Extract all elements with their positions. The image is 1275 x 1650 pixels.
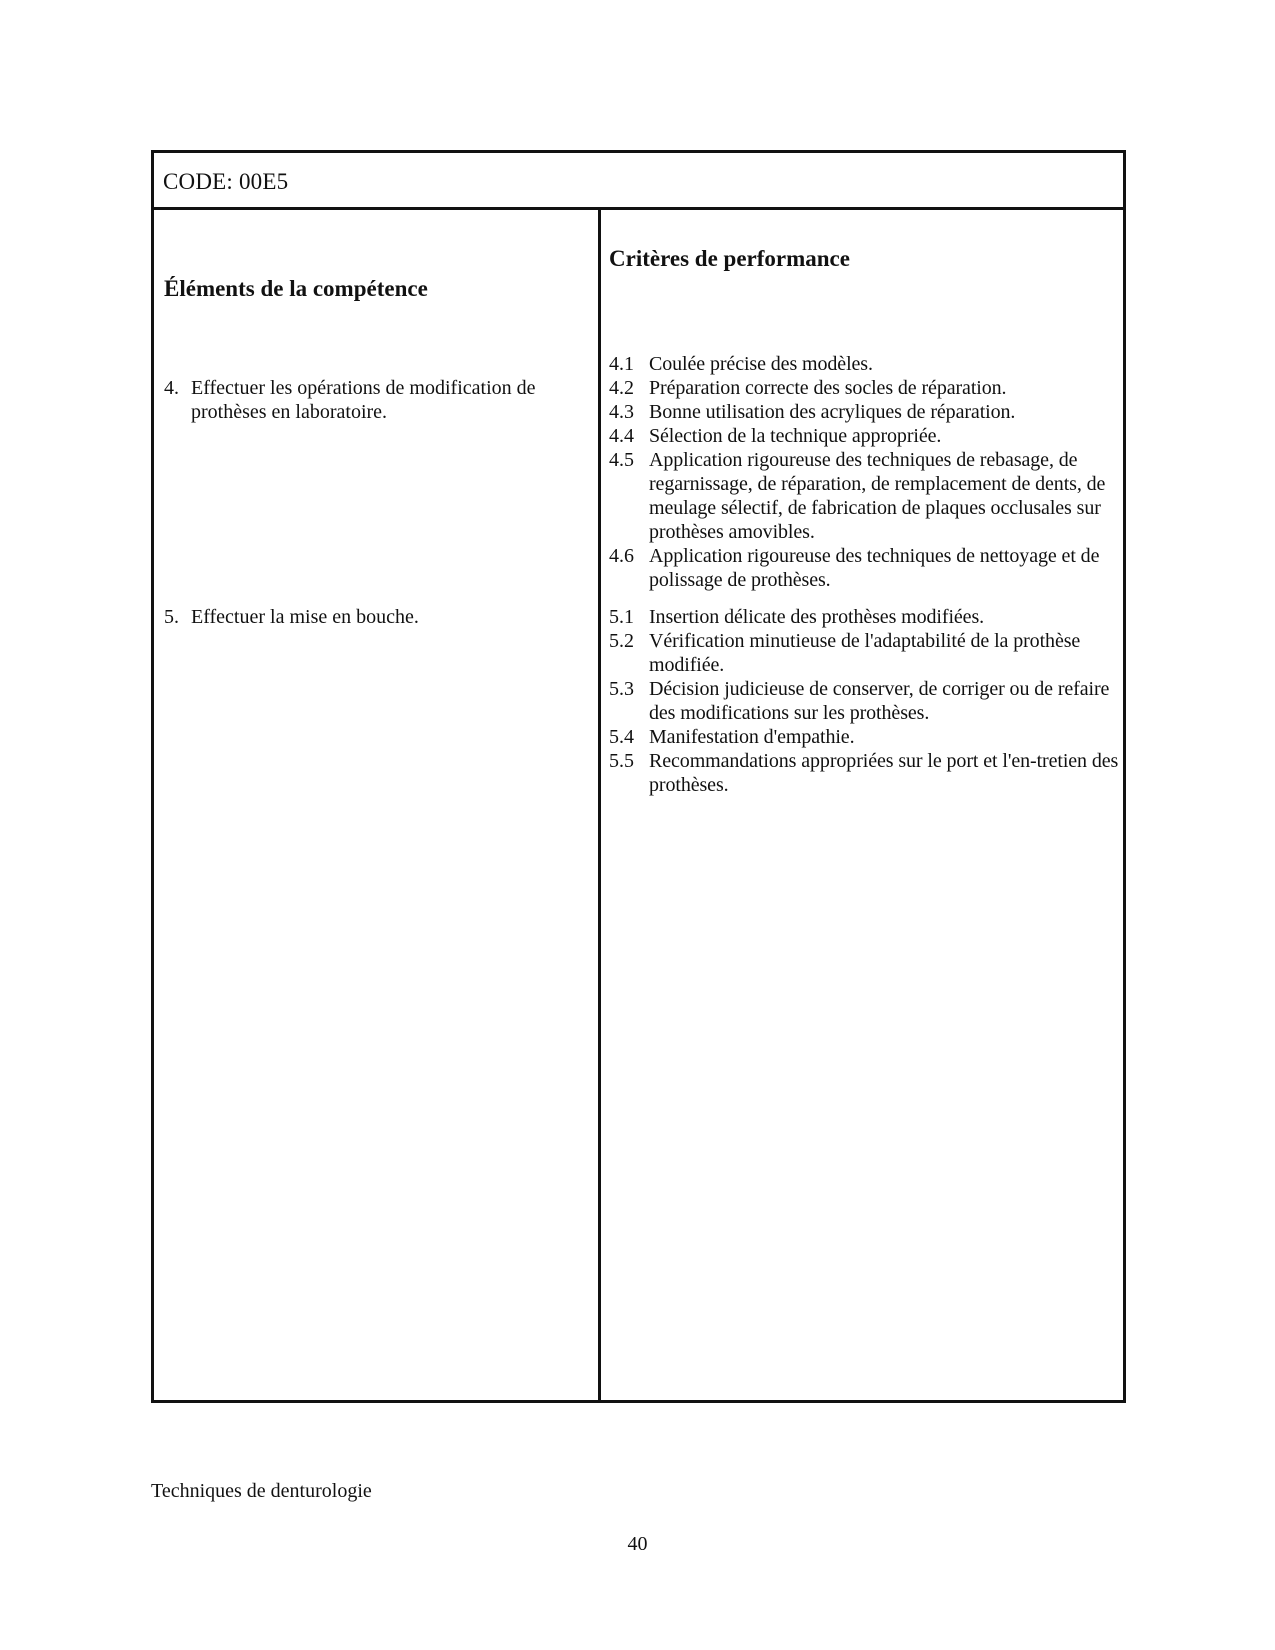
competency-table — [151, 150, 1126, 1403]
criterion-text: Préparation correcte des socles de réparation. — [649, 377, 1007, 399]
criterion-item — [609, 352, 1119, 376]
element-item — [164, 376, 584, 424]
criterion-number: 4.2 — [609, 377, 634, 399]
criterion-text: Application rigoureuse des techniques de nettoyage et de polissage de prothèses. — [649, 545, 1100, 591]
criterion-text: Coulée précise des modèles. — [649, 353, 873, 375]
criteria-group-4 — [609, 352, 1119, 592]
criterion-item — [609, 605, 1119, 629]
criterion-item — [609, 544, 1119, 592]
criterion-item — [609, 725, 1119, 749]
criterion-number: 4.4 — [609, 425, 634, 447]
criterion-item — [609, 400, 1119, 424]
elements-heading: Éléments de la compétence — [164, 276, 428, 301]
criteria-heading: Critères de performance — [609, 246, 850, 271]
criterion-item — [609, 629, 1119, 677]
criterion-item — [609, 376, 1119, 400]
element-number: 5. — [164, 606, 179, 628]
criterion-text: Décision judicieuse de conserver, de corriger ou de refaire des modifications sur les prothèses. — [649, 678, 1110, 724]
element-text: Effectuer les opérations de modification de prothèses en laboratoire. — [191, 377, 536, 423]
criterion-number: 4.6 — [609, 545, 634, 567]
criterion-number: 4.3 — [609, 401, 634, 423]
criterion-item — [609, 448, 1119, 544]
criterion-number: 4.5 — [609, 449, 634, 471]
criterion-text: Bonne utilisation des acryliques de réparation. — [649, 401, 1016, 423]
criterion-item — [609, 424, 1119, 448]
criterion-number: 5.3 — [609, 678, 634, 700]
criteria-group-5 — [609, 605, 1119, 797]
criterion-number: 5.1 — [609, 606, 634, 628]
code-row — [154, 153, 1123, 210]
criterion-text: Recommandations appropriées sur le port et l'en-tretien des prothèses. — [649, 750, 1119, 796]
criterion-item — [609, 749, 1119, 797]
page-number: 40 — [627, 1533, 648, 1555]
criterion-text: Sélection de la technique appropriée. — [649, 425, 942, 447]
program-title: Techniques de denturologie — [151, 1480, 372, 1502]
element-text: Effectuer la mise en bouche. — [191, 606, 419, 628]
element-item — [164, 605, 584, 629]
criterion-number: 5.5 — [609, 750, 634, 772]
criterion-number: 5.2 — [609, 630, 634, 652]
criterion-number: 4.1 — [609, 353, 634, 375]
criterion-item — [609, 677, 1119, 725]
criterion-text: Manifestation d'empathie. — [649, 726, 855, 748]
criterion-text: Application rigoureuse des techniques de rebasage, de regarnissage, de réparation, de remplacement de dents, de meulage sélectif, de fabrication de plaques occlusales sur prothèses amovibles. — [649, 449, 1106, 543]
element-number: 4. — [164, 377, 179, 399]
criterion-number: 5.4 — [609, 726, 634, 748]
criterion-text: Vérification minutieuse de l'adaptabilité de la prothèse modifiée. — [649, 630, 1081, 676]
code-label: CODE: 00E5 — [163, 169, 289, 194]
column-divider — [598, 210, 601, 1400]
criterion-text: Insertion délicate des prothèses modifiées. — [649, 606, 985, 628]
